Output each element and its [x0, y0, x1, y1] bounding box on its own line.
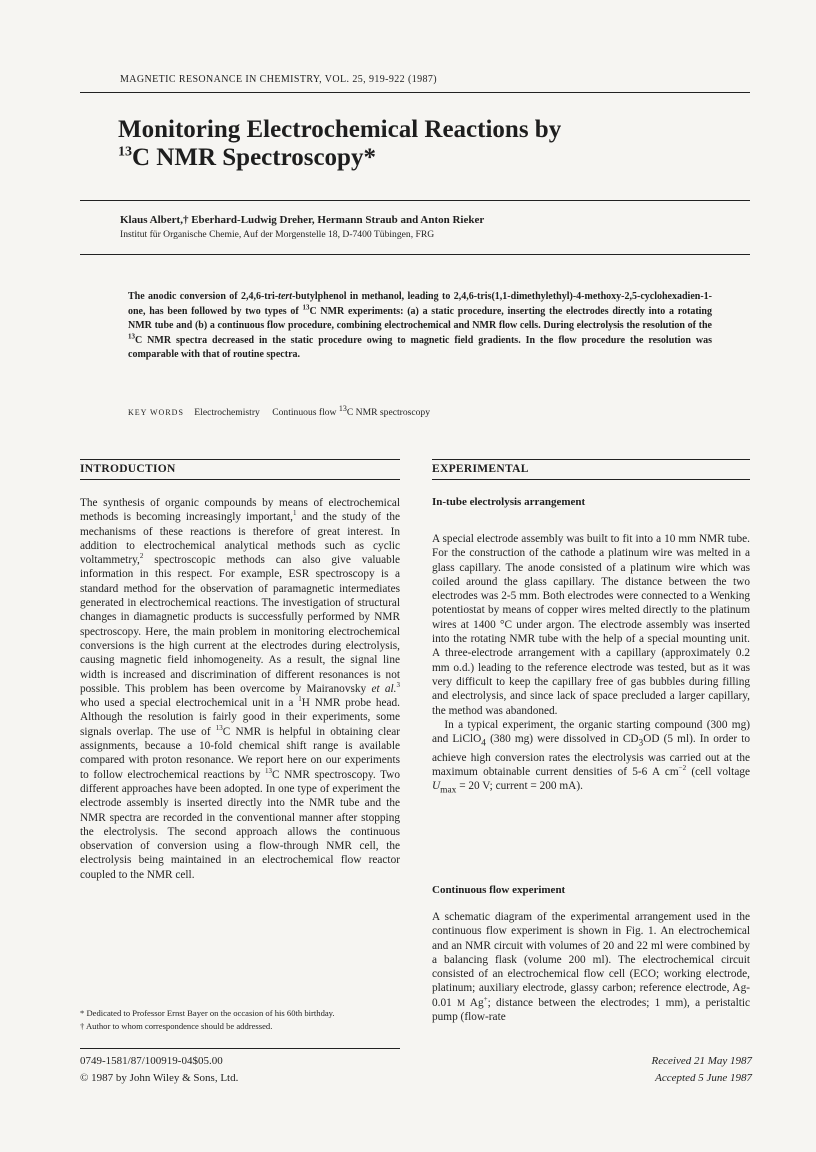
exp-heading-rule-bottom	[432, 479, 750, 480]
copyright: © 1987 by John Wiley & Sons, Ltd.	[80, 1072, 239, 1084]
running-header: MAGNETIC RESONANCE IN CHEMISTRY, VOL. 25, 919-922 (1987)	[120, 74, 438, 85]
keywords	[128, 404, 430, 418]
keywords-label: KEY WORDS	[128, 408, 184, 418]
affiliation: Institut für Organische Chemie, Auf der Morgenstelle 18, D-7400 Tübingen, FRG	[120, 229, 435, 240]
footnotes	[80, 1008, 400, 1034]
author-list: Klaus Albert,† Eberhard-Ludwig Dreher, Hermann Straub and Anton Rieker	[120, 214, 485, 226]
introduction-paragraph: The synthesis of organic compounds by means of electrochemical methods is becoming increasingly important,$^1$ and the study of the mechanisms of these reactions is therefore of great interest. In addition to electrochemical analytical methods such as cyclic voltammetry,$^2$ spectroscopic methods can also give valuable information in this respect. For example, ESR spectroscopy is a standard method for the observation of paramagnetic intermediates generated in electrochemical reactions. The investigation of structural changes in diamagnetic products is successfully performed by NMR spectroscopy. Here, the main problem in monitoring electrochemical conversions is the high current at the electrodes during electrolysis, causing magnetic field inhomogeneity. As a result, the signal line width is increased and discrimination of different resonances is not possible. This problem has been overcome by Mairanovsky et al.$^3$ who used a special electrochemical unit in a $^1$H NMR probe head. Although the resolution is fairly good in their experiments, some signals overlap. The use of $^{13}$C NMR is helpful in obtaining clear assignments, because a 10-fold chemical shift range is available compared with proton resonance. We report here on our experiments to follow electrochemical reactions by $^{13}$C NMR spectroscopy. Two different approaches have been adopted. In one type of experiment the electrode assembly is inserted directly into the NMR tube and the NMR spectra are recorded in the conventional manner after stopping the electrolysis. The second approach allows the continuous observation of conversion using a flow-through NMR cell, the electrolysis being maintained in an electrochemical flow reactor coupled to the NMR cell.	[80, 497, 400, 881]
title-line-1: Monitoring Electrochemical Reactions by	[118, 116, 562, 143]
keyword-term: Electrochemistry	[194, 407, 260, 419]
experimental-paragraph: A schematic diagram of the experimental arrangement used in the continuous flow experiment is shown in Fig. 1. An electrochemical and an NMR circuit with volumes of 20 and 22 ml were combined by a balancing flask (volume 200 ml). The electrochemical circuit consisted of an electrochemical flow cell (ECO; working electrode, platinum; auxiliary electrode, glassy carbon; reference electrode, Ag-0.01 M Ag+; distance between the electrodes; 1 mm), a peristaltic pump (flow-rate	[432, 911, 751, 1024]
author-rule	[80, 254, 750, 255]
intro-heading-rule-top	[80, 459, 400, 460]
intro-heading-rule-bottom	[80, 479, 400, 480]
received-date: Received 21 May 1987	[651, 1055, 752, 1067]
subheading-continuous-flow: Continuous flow experiment	[432, 884, 566, 896]
experimental-section-1	[432, 532, 750, 798]
footnote-correspondence: † Author to whom correspondence should be addressed.	[80, 1021, 273, 1032]
subheading-in-tube: In-tube electrolysis arrangement	[432, 496, 586, 508]
experimental-paragraph: A special electrode assembly was built to fit into a 10 mm NMR tube. For the construction of the cathode a platinum wire was melted in a glass capillary. The anode consisted of a platinum wire which was coiled around the glass capillary. The distance between the two electrodes was 2-5 mm. Both electrodes were connected to a Wenking potentiostat by means of copper wires melted directly to the platinum wires at 1400 °C under argon. The electrode assembly was inserted into the rotating NMR tube with the help of a special mounting unit. A three-electrode arrangement with a capillary (approximately 0.2 mm o.d.) leading to the reference electrode was tested, but as it was very difficult to keep the capillary free of gas bubbles during filling and electrolysis, and since lack of space precluded a larger capillary, the method was abandoned.	[432, 533, 750, 717]
title-superscript: 13	[118, 144, 132, 160]
footnote-rule	[80, 1048, 400, 1049]
abstract: The anodic conversion of 2,4,6-tri-tert-butylphenol in methanol, leading to 2,4,6-tris(1,1-dimethylethyl)-4-methoxy-2,5-cyclohexadien-1-one, has been followed by two types of $^{13}$C NMR experiments: (a) a static procedure, inserting the electrodes directly into a rotating NMR tube and (b) a continuous flow procedure, combining electrochemical and NMR flow cells. During electrolysis the resolution of the $^{13}$C NMR spectra decreased in the static procedure owing to magnetic field gradients. In the flow procedure the resolution was comparable with that of routine spectra.	[128, 291, 712, 361]
footnote-dedication: * Dedicated to Professor Ernst Bayer on the occasion of his 60th birthday.	[80, 1008, 335, 1018]
exp-heading-rule-top	[432, 459, 750, 460]
article-title	[118, 116, 738, 172]
publication-code: 0749-1581/87/100919-04$05.00	[80, 1055, 223, 1067]
introduction-heading: INTRODUCTION	[80, 463, 176, 475]
keyword-term: Continuous flow $^{13}$C NMR spectroscopy	[272, 404, 431, 419]
accepted-date: Accepted 5 June 1987	[655, 1072, 752, 1084]
experimental-section-2	[432, 910, 750, 1024]
title-rule	[80, 200, 750, 201]
title-line-2: $^{13}$C NMR Spectroscopy*	[118, 144, 376, 171]
header-rule	[80, 92, 750, 93]
experimental-heading: EXPERIMENTAL	[432, 463, 529, 475]
experimental-paragraph: In a typical experiment, the organic starting compound (300 mg) and LiClO$_4$ (380 mg) were dissolved in $CD_3OD$ (5 ml). In order to achieve high conversion rates the electrolysis was carried out at the maximum obtainable current densities of 5-6 A $cm^{-2}$ (cell voltage $U_{max} = 20$ V; current = 200 mA).	[432, 718, 751, 796]
